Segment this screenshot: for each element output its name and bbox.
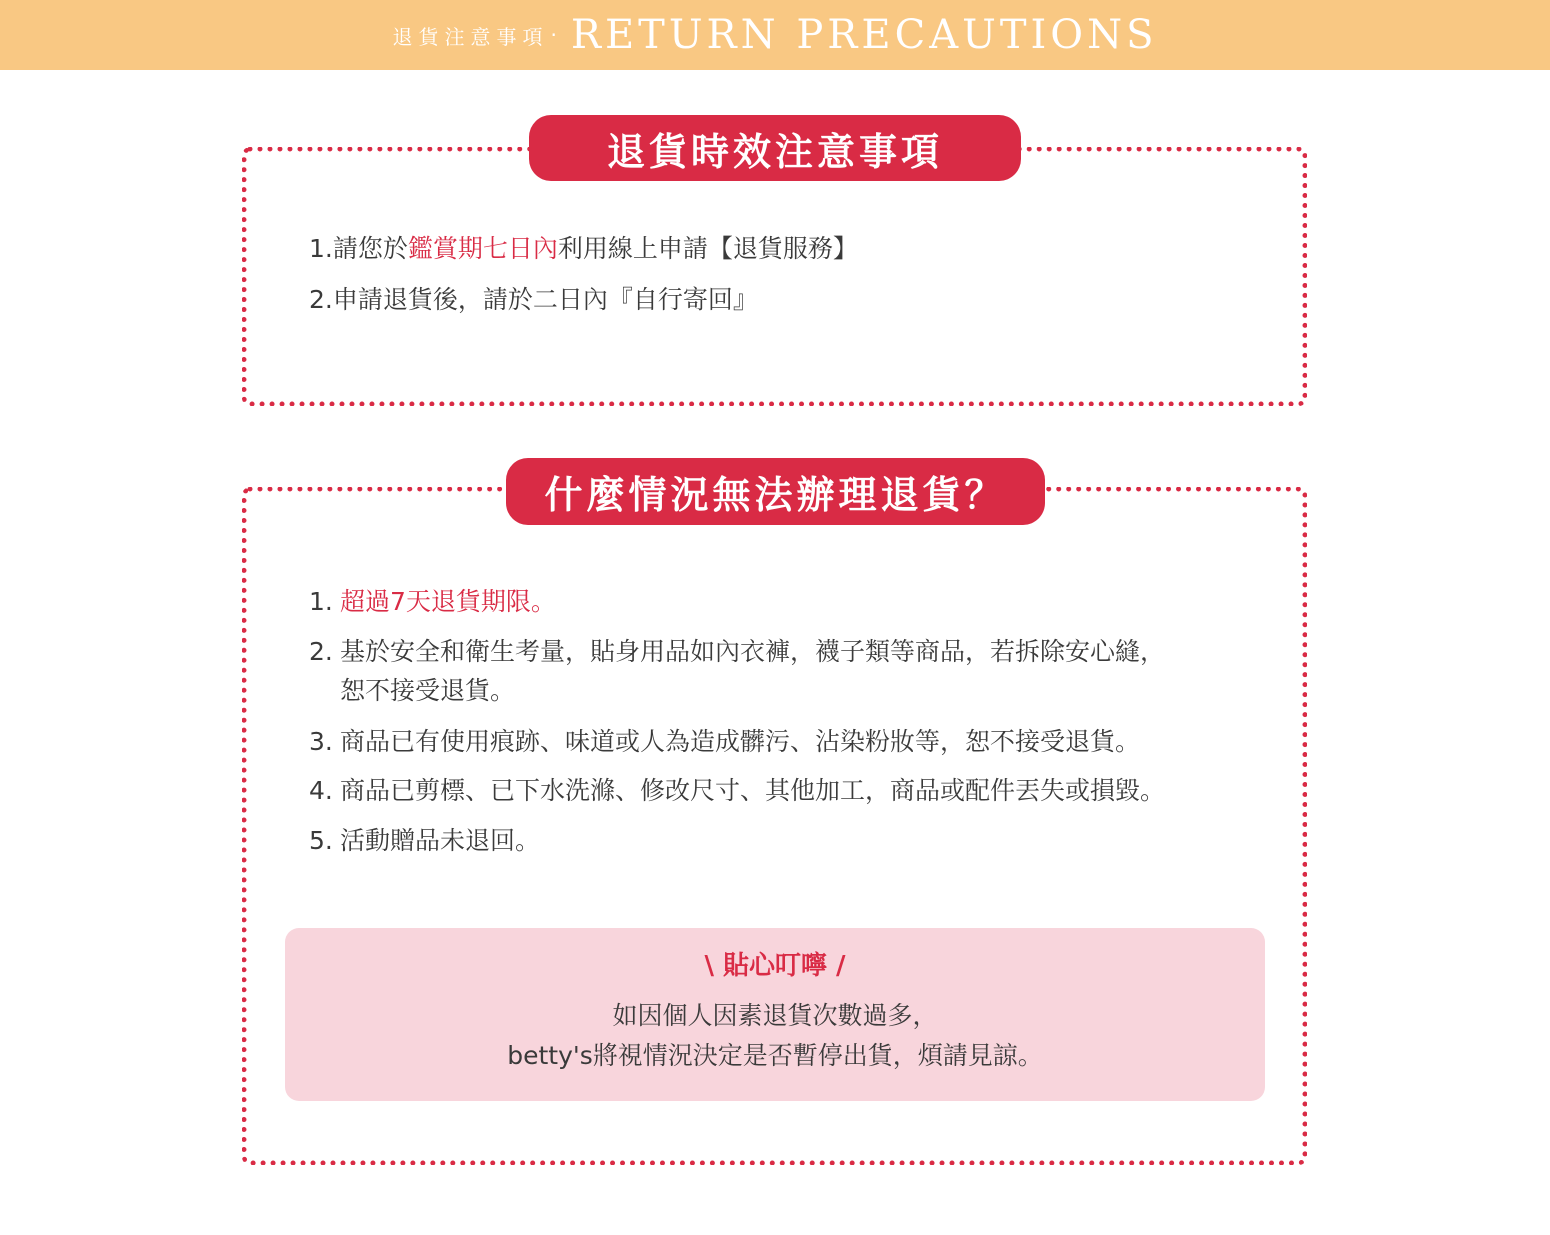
return-period-box: [242, 147, 1307, 406]
banner-title-chinese: 退貨注意事項: [392, 24, 549, 49]
return-period-line-2: 2.申請退貨後，請於二日內『自行寄回』: [309, 285, 758, 314]
item-text: 基於安全和衛生考量，貼身用品如內衣褲，襪子類等商品，若拆除安心縫，: [340, 637, 1166, 666]
reminder-title: \ 貼心叮嚀 /: [704, 951, 846, 981]
header-banner: [0, 0, 1550, 70]
non-returnable-item-1: [309, 582, 556, 621]
item-text: 商品已有使用痕跡、味道或人為造成髒污、沾染粉妝等，恕不接受退貨。: [340, 727, 1141, 756]
item-text-block: [340, 632, 1165, 710]
item-number: 4.: [309, 776, 333, 805]
reminder-line-2: betty's將視情況決定是否暫停出貨，煩請見諒。: [507, 1041, 1043, 1070]
item-text: 活動贈品未退回。: [340, 826, 541, 855]
reminder-box: [285, 928, 1265, 1101]
non-returnable-item-3: [309, 722, 1140, 761]
line-1-suffix: 利用線上申請【退貨服務】: [557, 234, 858, 263]
item-text-continued: 恕不接受退貨。: [340, 676, 516, 705]
banner-separator: ·: [550, 23, 557, 47]
item-number: 2.: [309, 637, 333, 666]
non-returnable-item-2: [309, 632, 1165, 710]
non-returnable-heading: 什麼情況無法辦理退貨？: [506, 458, 1045, 525]
banner-title-english: RETURN PRECAUTIONS: [570, 12, 1158, 58]
non-returnable-item-4: [309, 771, 1165, 810]
non-returnable-item-5: [309, 821, 540, 860]
line-1-highlight: 鑑賞期七日內: [407, 234, 558, 263]
reminder-line-1: 如因個人因素退貨次數過多，: [612, 1001, 938, 1030]
return-period-heading: 退貨時效注意事項: [529, 115, 1021, 181]
item-number: 5.: [309, 826, 333, 855]
item-number: 1.: [309, 587, 333, 616]
item-text: 超過7天退貨期限。: [340, 587, 556, 616]
item-text: 商品已剪標、已下水洗滌、修改尺寸、其他加工，商品或配件丟失或損毀。: [340, 776, 1166, 805]
line-1-prefix: 1.請您於: [309, 234, 408, 263]
item-number: 3.: [309, 727, 333, 756]
return-period-line-1: [309, 232, 858, 266]
